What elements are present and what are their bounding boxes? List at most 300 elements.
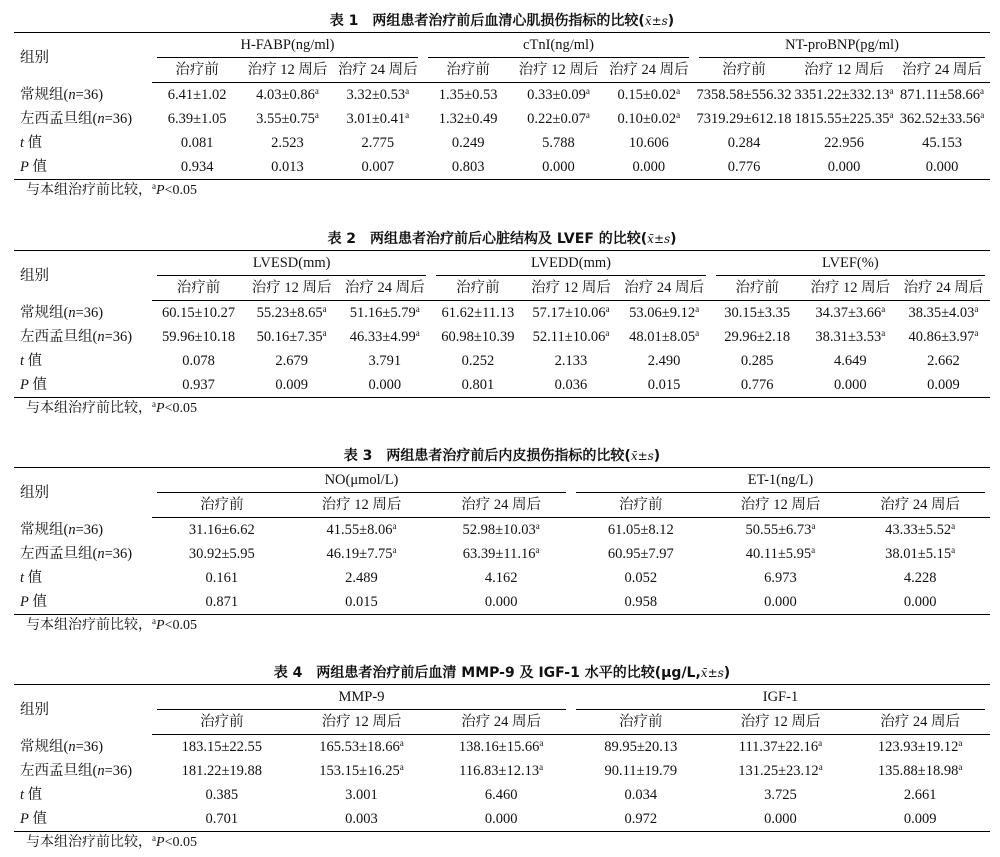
- significance-marker: a: [399, 762, 404, 772]
- table-1-caption: 表 1 两组患者治疗前后血清心肌损伤指标的比较(x̄±s): [329, 13, 675, 29]
- cell-value: 4.03±0.86: [256, 87, 315, 103]
- table-cell: [711, 373, 804, 398]
- cell-value: 57.17±10.06: [532, 305, 606, 321]
- indicator-group-label: NO(μmol/L): [157, 468, 566, 493]
- table-cell: [850, 759, 990, 783]
- table-cell: [897, 301, 990, 326]
- table-cell: [292, 518, 432, 543]
- table-cell: [694, 107, 794, 131]
- table-cell: [242, 155, 332, 180]
- table-3-caption: 表 3 两组患者治疗前后内皮损伤指标的比较(x̄±s): [343, 448, 661, 464]
- cell-value: 0.801: [461, 377, 495, 393]
- cell-value: 138.16±15.66: [458, 739, 540, 755]
- timepoint-header: 治疗 12 周后: [245, 276, 338, 301]
- row-label-count: =36): [104, 546, 133, 562]
- table-row: [14, 566, 990, 590]
- timepoint-header: 治疗前: [694, 58, 794, 83]
- table-cell: [152, 301, 245, 326]
- cell-value: 7358.58±556.32: [696, 87, 792, 103]
- table-cell: [571, 759, 711, 783]
- table-row: [14, 735, 990, 760]
- table-cell: [804, 373, 897, 398]
- indicator-group-label: NT-proBNP(pg/ml): [699, 33, 985, 58]
- cell-value: 0.000: [834, 377, 867, 393]
- table-cell: [152, 83, 242, 108]
- cell-value: 0.776: [740, 377, 774, 393]
- row-label-group: 左西孟旦组(: [20, 546, 98, 562]
- table-cell: [524, 301, 617, 326]
- table-cell: [524, 349, 617, 373]
- cell-value: 0.33±0.09: [527, 87, 586, 103]
- cell-value: 7319.29±612.18: [696, 111, 792, 127]
- timepoint-header: 治疗前: [152, 58, 242, 83]
- cell-value: 0.285: [740, 353, 774, 369]
- timepoint-header: 治疗 24 周后: [338, 276, 431, 301]
- table-cell: [513, 107, 603, 131]
- table-cell: [894, 83, 990, 108]
- table-2-block: [14, 228, 990, 420]
- table-cell: [711, 301, 804, 326]
- table-row: [14, 590, 990, 615]
- table-cell: [245, 325, 338, 349]
- cell-value: 2.775: [361, 135, 395, 151]
- significance-marker: a: [415, 328, 420, 338]
- significance-marker: a: [818, 738, 823, 748]
- table-cell: [694, 155, 794, 180]
- table-cell: [333, 107, 423, 131]
- cell-value: 3.55±0.75: [256, 111, 315, 127]
- table-cell: [850, 783, 990, 807]
- table-cell: [152, 131, 242, 155]
- cell-value: 0.003: [345, 811, 378, 827]
- table-cell: [152, 807, 292, 832]
- timepoint-header: 治疗 24 周后: [431, 710, 571, 735]
- cell-value: 0.284: [727, 135, 761, 151]
- table-cell: [431, 301, 524, 326]
- cell-value: 0.009: [903, 811, 937, 827]
- row-label: [14, 518, 152, 543]
- significance-marker: a: [392, 545, 397, 555]
- row-label: [14, 349, 152, 373]
- significance-marker: a: [322, 328, 327, 338]
- indicator-group-label: IGF-1: [576, 685, 985, 710]
- cell-value: 181.22±19.88: [181, 763, 263, 779]
- table-cell: [152, 783, 292, 807]
- cell-value: 3351.22±332.13: [794, 87, 890, 103]
- table-cell: [431, 783, 571, 807]
- table-cell: [604, 83, 694, 108]
- indicator-group-label: LVESD(mm): [157, 251, 426, 276]
- table-cell: [604, 107, 694, 131]
- table-row: [14, 807, 990, 832]
- cell-value: 0.249: [451, 135, 485, 151]
- cell-value: 0.934: [180, 159, 214, 175]
- cell-value: 22.956: [824, 135, 864, 151]
- table-cell: [850, 566, 990, 590]
- table-row: [14, 518, 990, 543]
- table-cell: [338, 301, 431, 326]
- cell-value: 0.871: [205, 594, 239, 610]
- cell-value: 0.15±0.02: [617, 87, 677, 103]
- cell-value: 43.33±5.52: [885, 522, 952, 538]
- cell-value: 0.972: [624, 811, 658, 827]
- cell-value: 3.32±0.53: [346, 87, 406, 103]
- table-row: [14, 83, 990, 108]
- significance-marker: a: [405, 110, 410, 120]
- cell-value: 0.776: [727, 159, 761, 175]
- row-label: [14, 155, 152, 180]
- table-cell: [152, 155, 242, 180]
- indicator-group-header: [152, 685, 571, 711]
- cell-value: 131.25±23.12: [738, 763, 819, 779]
- significance-marker: a: [405, 86, 410, 96]
- table-cell: [152, 590, 292, 615]
- cell-value: 90.11±19.79: [604, 763, 678, 779]
- row-label-count: =36): [75, 738, 104, 755]
- significance-marker: a: [535, 521, 540, 531]
- significance-marker: a: [818, 762, 823, 772]
- table-1: [14, 32, 990, 180]
- cell-value: 6.39±1.05: [167, 111, 227, 127]
- table-cell: [292, 759, 432, 783]
- cell-value: 0.081: [180, 135, 214, 151]
- table-1-footnote: 与本组治疗前比较，$^a$P<0.05: [26, 181, 197, 198]
- cell-value: 10.606: [628, 135, 669, 151]
- cell-value: 50.55±6.73: [745, 522, 812, 538]
- table-cell: [794, 131, 894, 155]
- table-cell: [292, 542, 432, 566]
- table-cell: [338, 373, 431, 398]
- timepoint-header: 治疗 12 周后: [711, 710, 851, 735]
- table-cell: [524, 325, 617, 349]
- timepoint-header: 治疗前: [431, 276, 524, 301]
- timepoint-header: 治疗前: [152, 276, 245, 301]
- table-cell: [333, 155, 423, 180]
- indicator-group-label: LVEF(%): [716, 251, 985, 276]
- cell-value: 0.000: [764, 594, 797, 610]
- cell-value: 116.83±12.13: [459, 763, 540, 779]
- indicator-group-header: [571, 685, 990, 711]
- indicator-group-header: [152, 468, 571, 494]
- row-label-group: 常规组(: [20, 86, 69, 103]
- header-row: [14, 468, 990, 494]
- cell-value: 111.37±22.16: [738, 739, 819, 755]
- cell-value: 0.000: [764, 811, 797, 827]
- cell-value: 41.55±8.06: [326, 522, 393, 538]
- row-label-n: n: [97, 329, 105, 345]
- cell-value: 0.007: [361, 159, 395, 175]
- table-cell: [850, 735, 990, 760]
- indicator-group-header: [423, 33, 694, 59]
- table-cell: [897, 349, 990, 373]
- cell-value: 0.013: [271, 159, 304, 175]
- table-cell: [794, 83, 894, 108]
- cell-value: 0.937: [182, 377, 215, 393]
- table-cell: [894, 155, 990, 180]
- timepoint-header: 治疗前: [711, 276, 804, 301]
- indicator-group-header: [694, 33, 990, 59]
- cell-value: 3.725: [764, 787, 797, 803]
- table-cell: [431, 325, 524, 349]
- row-label: [14, 373, 152, 398]
- cell-value: 0.161: [205, 570, 239, 586]
- table-cell: [431, 807, 571, 832]
- group-column-header: 组别: [14, 685, 152, 735]
- header-row: [14, 251, 990, 277]
- row-label: [14, 542, 152, 566]
- cell-value: 4.228: [903, 570, 937, 586]
- indicator-group-label: ET-1(ng/L): [576, 468, 985, 493]
- table-cell: [513, 155, 603, 180]
- cell-value: 55.23±8.65: [256, 305, 323, 321]
- table-4: [14, 684, 990, 832]
- row-label: [14, 301, 152, 326]
- subheader-row: [14, 276, 990, 301]
- cell-value: 29.96±2.18: [724, 329, 791, 345]
- cell-value: 0.009: [275, 377, 308, 393]
- significance-marker: a: [605, 328, 610, 338]
- cell-value: 1.35±0.53: [438, 87, 498, 103]
- table-row: [14, 542, 990, 566]
- table-row: [14, 783, 990, 807]
- table-cell: [513, 83, 603, 108]
- table-cell: [431, 518, 571, 543]
- row-label-stat: P: [20, 811, 29, 827]
- indicator-group-label: MMP-9: [157, 685, 566, 710]
- row-label-count: =36): [75, 304, 104, 321]
- timepoint-header: 治疗前: [152, 493, 292, 518]
- row-label-group: 常规组(: [20, 738, 69, 755]
- subheader-row: [14, 58, 990, 83]
- timepoint-header: 治疗前: [571, 710, 711, 735]
- significance-marker: a: [392, 521, 397, 531]
- table-cell: [242, 83, 332, 108]
- table-cell: [694, 83, 794, 108]
- table-cell: [152, 107, 242, 131]
- table-cell: [571, 542, 711, 566]
- cell-value: 60.15±10.27: [161, 305, 236, 321]
- significance-marker: a: [535, 545, 540, 555]
- cell-value: 40.11±5.95: [745, 546, 812, 562]
- table-cell: [242, 131, 332, 155]
- row-label-stat: P: [20, 377, 29, 393]
- row-label: [14, 807, 152, 832]
- table-cell: [711, 783, 851, 807]
- timepoint-header: 治疗前: [571, 493, 711, 518]
- cell-value: 0.009: [927, 377, 960, 393]
- cell-value: 3.001: [345, 787, 378, 803]
- table-cell: [711, 590, 851, 615]
- table-cell: [152, 373, 245, 398]
- indicator-group-header: [431, 251, 710, 277]
- cell-value: 38.01±5.15: [885, 546, 952, 562]
- table-cell: [152, 759, 292, 783]
- row-label-stat: t: [20, 353, 25, 369]
- table-row: [14, 131, 990, 155]
- table-cell: [152, 735, 292, 760]
- cell-value: 52.11±10.06: [532, 329, 606, 345]
- row-label: [14, 131, 152, 155]
- group-column-header: 组别: [14, 251, 152, 301]
- table-cell: [242, 107, 332, 131]
- cell-value: 3.791: [368, 353, 402, 369]
- row-label-n: n: [97, 111, 105, 127]
- cell-value: 0.034: [624, 787, 658, 803]
- cell-value: 0.000: [484, 594, 518, 610]
- cell-value: 2.489: [345, 570, 378, 586]
- cell-value: 38.31±3.53: [815, 329, 882, 345]
- row-label-stat: t: [20, 570, 25, 586]
- cell-value: 6.41±1.02: [167, 87, 227, 103]
- cell-value: 45.153: [922, 135, 962, 151]
- cell-value: 153.15±16.25: [319, 763, 400, 779]
- table-4-block: [14, 662, 990, 854]
- row-label-suffix: 值: [28, 594, 47, 610]
- cell-value: 0.000: [542, 159, 575, 175]
- timepoint-header: 治疗前: [152, 710, 292, 735]
- row-label-count: =36): [75, 86, 104, 103]
- table-4-footnote: 与本组治疗前比较，$^a$P<0.05: [26, 833, 197, 850]
- row-label-group: 常规组(: [20, 521, 69, 538]
- cell-value: 0.015: [647, 377, 681, 393]
- cell-value: 34.37±3.66: [815, 305, 882, 321]
- cell-value: 2.490: [647, 353, 681, 369]
- table-2-footnote: 与本组治疗前比较，$^a$P<0.05: [26, 399, 197, 416]
- cell-value: 4.649: [834, 353, 867, 369]
- table-cell: [894, 131, 990, 155]
- timepoint-header: 治疗 24 周后: [850, 493, 990, 518]
- table-cell: [431, 373, 524, 398]
- indicator-group-label: H-FABP(ng/ml): [157, 33, 418, 58]
- cell-value: 30.92±5.95: [188, 546, 255, 562]
- significance-marker: a: [605, 304, 610, 314]
- table-cell: [423, 107, 513, 131]
- group-column-header: 组别: [14, 33, 152, 83]
- table-cell: [152, 325, 245, 349]
- table-cell: [524, 373, 617, 398]
- subheader-row: [14, 710, 990, 735]
- significance-marker: a: [889, 110, 894, 120]
- table-cell: [618, 325, 711, 349]
- significance-marker: a: [951, 545, 956, 555]
- cell-value: 2.662: [927, 353, 960, 369]
- significance-marker: a: [974, 304, 979, 314]
- cell-value: 46.33±4.99: [349, 329, 416, 345]
- cell-value: 52.98±10.03: [462, 522, 536, 538]
- significance-marker: a: [958, 762, 963, 772]
- indicator-group-header: [571, 468, 990, 494]
- cell-value: 0.252: [461, 353, 495, 369]
- significance-marker: a: [951, 521, 956, 531]
- timepoint-header: 治疗前: [423, 58, 513, 83]
- row-label-suffix: 值: [24, 135, 43, 151]
- row-label: [14, 783, 152, 807]
- table-cell: [850, 542, 990, 566]
- significance-marker: a: [881, 328, 886, 338]
- significance-marker: a: [695, 304, 700, 314]
- table-cell: [618, 373, 711, 398]
- table-cell: [333, 83, 423, 108]
- cell-value: 2.661: [903, 787, 937, 803]
- significance-marker: a: [980, 110, 985, 120]
- table-1-block: [14, 10, 990, 202]
- row-label-stat: P: [20, 159, 29, 175]
- table-cell: [711, 349, 804, 373]
- indicator-group-header: [711, 251, 990, 277]
- table-cell: [338, 325, 431, 349]
- row-label: [14, 566, 152, 590]
- timepoint-header: 治疗 12 周后: [524, 276, 617, 301]
- table-cell: [152, 349, 245, 373]
- timepoint-header: 治疗 12 周后: [804, 276, 897, 301]
- table-cell: [333, 131, 423, 155]
- cell-value: 5.788: [542, 135, 575, 151]
- row-label-count: =36): [104, 329, 133, 345]
- row-label-n: n: [68, 304, 76, 321]
- cell-value: 31.16±6.62: [188, 522, 255, 538]
- cell-value: 2.523: [271, 135, 304, 151]
- table-cell: [431, 566, 571, 590]
- significance-marker: a: [676, 86, 681, 96]
- header-row: [14, 685, 990, 711]
- cell-value: 60.95±7.97: [607, 546, 674, 562]
- table-cell: [711, 735, 851, 760]
- timepoint-header: 治疗 12 周后: [242, 58, 332, 83]
- cell-value: 362.52±33.56: [899, 111, 981, 127]
- row-label-suffix: 值: [28, 159, 47, 175]
- row-label-stat: t: [20, 135, 25, 151]
- cell-value: 0.000: [827, 159, 861, 175]
- cell-value: 1.32±0.49: [438, 111, 498, 127]
- row-label: [14, 759, 152, 783]
- table-cell: [571, 518, 711, 543]
- table-cell: [431, 735, 571, 760]
- cell-value: 0.385: [205, 787, 239, 803]
- timepoint-header: 治疗 12 周后: [794, 58, 894, 83]
- row-label: [14, 590, 152, 615]
- cell-value: 30.15±3.35: [724, 305, 791, 321]
- significance-marker: a: [415, 304, 420, 314]
- cell-value: 0.000: [484, 811, 518, 827]
- table-cell: [245, 349, 338, 373]
- cell-value: 0.803: [451, 159, 485, 175]
- cell-value: 0.000: [925, 159, 959, 175]
- table-cell: [897, 373, 990, 398]
- cell-value: 2.679: [275, 353, 308, 369]
- table-cell: [794, 107, 894, 131]
- significance-marker: a: [958, 738, 963, 748]
- indicator-group-header: [152, 33, 423, 59]
- table-cell: [338, 349, 431, 373]
- significance-marker: a: [811, 521, 816, 531]
- table-3-block: [14, 445, 990, 637]
- table-row: [14, 373, 990, 398]
- table-cell: [804, 325, 897, 349]
- table-cell: [431, 759, 571, 783]
- row-label-group: 左西孟旦组(: [20, 111, 98, 127]
- cell-value: 0.22±0.07: [527, 111, 586, 127]
- table-cell: [292, 735, 432, 760]
- cell-value: 40.86±3.97: [908, 329, 975, 345]
- cell-value: 0.000: [903, 594, 937, 610]
- table-3: [14, 467, 990, 615]
- table-2-caption: 表 2 两组患者治疗前后心脏结构及 LVEF 的比较(x̄±s): [327, 231, 677, 247]
- cell-value: 0.958: [624, 594, 658, 610]
- table-cell: [571, 783, 711, 807]
- cell-value: 50.16±7.35: [256, 329, 323, 345]
- indicator-group-label: LVEDD(mm): [436, 251, 705, 276]
- significance-marker: a: [889, 86, 894, 96]
